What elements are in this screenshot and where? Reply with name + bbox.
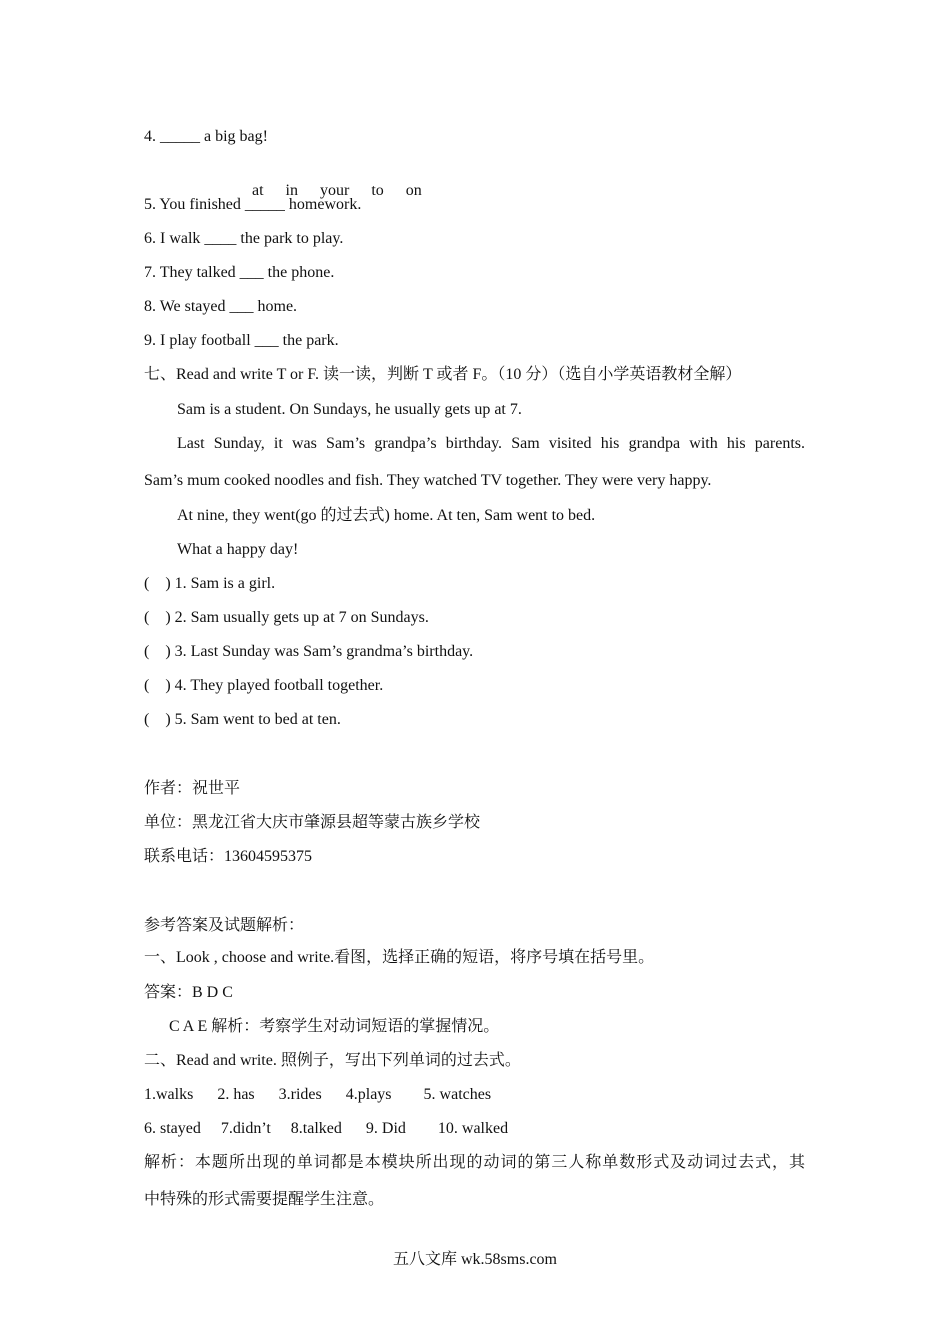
answers-s1-answer: 答案：B D C	[144, 984, 233, 1001]
tf-question: ( ) 1. Sam is a girl.	[144, 575, 276, 592]
author-unit: 单位：黑龙江省大庆市肇源县超等蒙古族乡学校	[144, 814, 481, 831]
passage-p2-line1: Last Sunday, it was Sam’s grandpa’s birthday. Sam visited his grandpa with his parents.	[177, 435, 805, 452]
answers-s2-row1: 1.walks 2. has 3.rides 4.plays 5. watches	[144, 1086, 492, 1103]
word-bank-item: to	[371, 182, 384, 199]
tf-question: ( ) 2. Sam usually gets up at 7 on Sundays.	[144, 609, 429, 626]
word-bank-item: on	[405, 182, 422, 199]
fill-in-q9: 9. I play football ___ the park.	[144, 332, 339, 349]
fill-in-q8: 8. We stayed ___ home.	[144, 298, 298, 315]
tf-question: ( ) 4. They played football together.	[144, 677, 384, 694]
passage-p2-line2: Sam’s mum cooked noodles and fish. They watched TV together. They were very happy.	[144, 472, 712, 489]
word-bank-item: at	[252, 182, 264, 199]
answers-title: 参考答案及试题解析：	[144, 917, 305, 934]
fill-in-q7: 7. They talked ___ the phone.	[144, 264, 335, 281]
word-bank-item: in	[285, 182, 298, 199]
section7-heading: 七、Read and write T or F. 读一读，判断 T 或者 F。（10 分）（选自小学英语教材全解）	[144, 366, 742, 383]
answers-s2-analysis-line2: 中特殊的形式需要提醒学生注意。	[144, 1191, 385, 1208]
author-name: 作者：祝世平	[144, 780, 241, 797]
passage-p1: Sam is a student. On Sundays, he usually gets up at 7.	[177, 401, 522, 418]
fill-in-q6: 6. I walk ____ the park to play.	[144, 230, 344, 247]
tf-question: ( ) 5. Sam went to bed at ten.	[144, 711, 341, 728]
answers-s2-heading: 二、Read and write. 照例子，写出下列单词的过去式。	[144, 1052, 521, 1069]
fill-in-q5: 5. You finished _____ homework.	[144, 196, 362, 213]
answers-s2-analysis-line1: 解析：本题所出现的单词都是本模块所出现的动词的第三人称单数形式及动词过去式，其	[144, 1154, 805, 1171]
answers-s2-row2: 6. stayed 7.didn’t 8.talked 9. Did 10. walked	[144, 1120, 509, 1137]
tf-question: ( ) 3. Last Sunday was Sam’s grandma’s birthday.	[144, 643, 474, 660]
answers-s1-heading: 一、Look , choose and write.看图，选择正确的短语，将序号填在括号里。	[144, 949, 655, 966]
answers-s1-analysis: C A E 解析：考察学生对动词短语的掌握情况。	[169, 1018, 500, 1035]
author-phone: 联系电话：13604595375	[144, 848, 313, 865]
fill-in-q4: 4. _____ a big bag!	[144, 128, 268, 145]
word-bank-item: your	[320, 182, 350, 199]
passage-p3: At nine, they went(go 的过去式) home. At ten, Sam went to bed.	[177, 507, 596, 524]
page-footer: 五八文库 wk.58sms.com	[392, 1251, 557, 1268]
passage-p4: What a happy day!	[177, 541, 299, 558]
